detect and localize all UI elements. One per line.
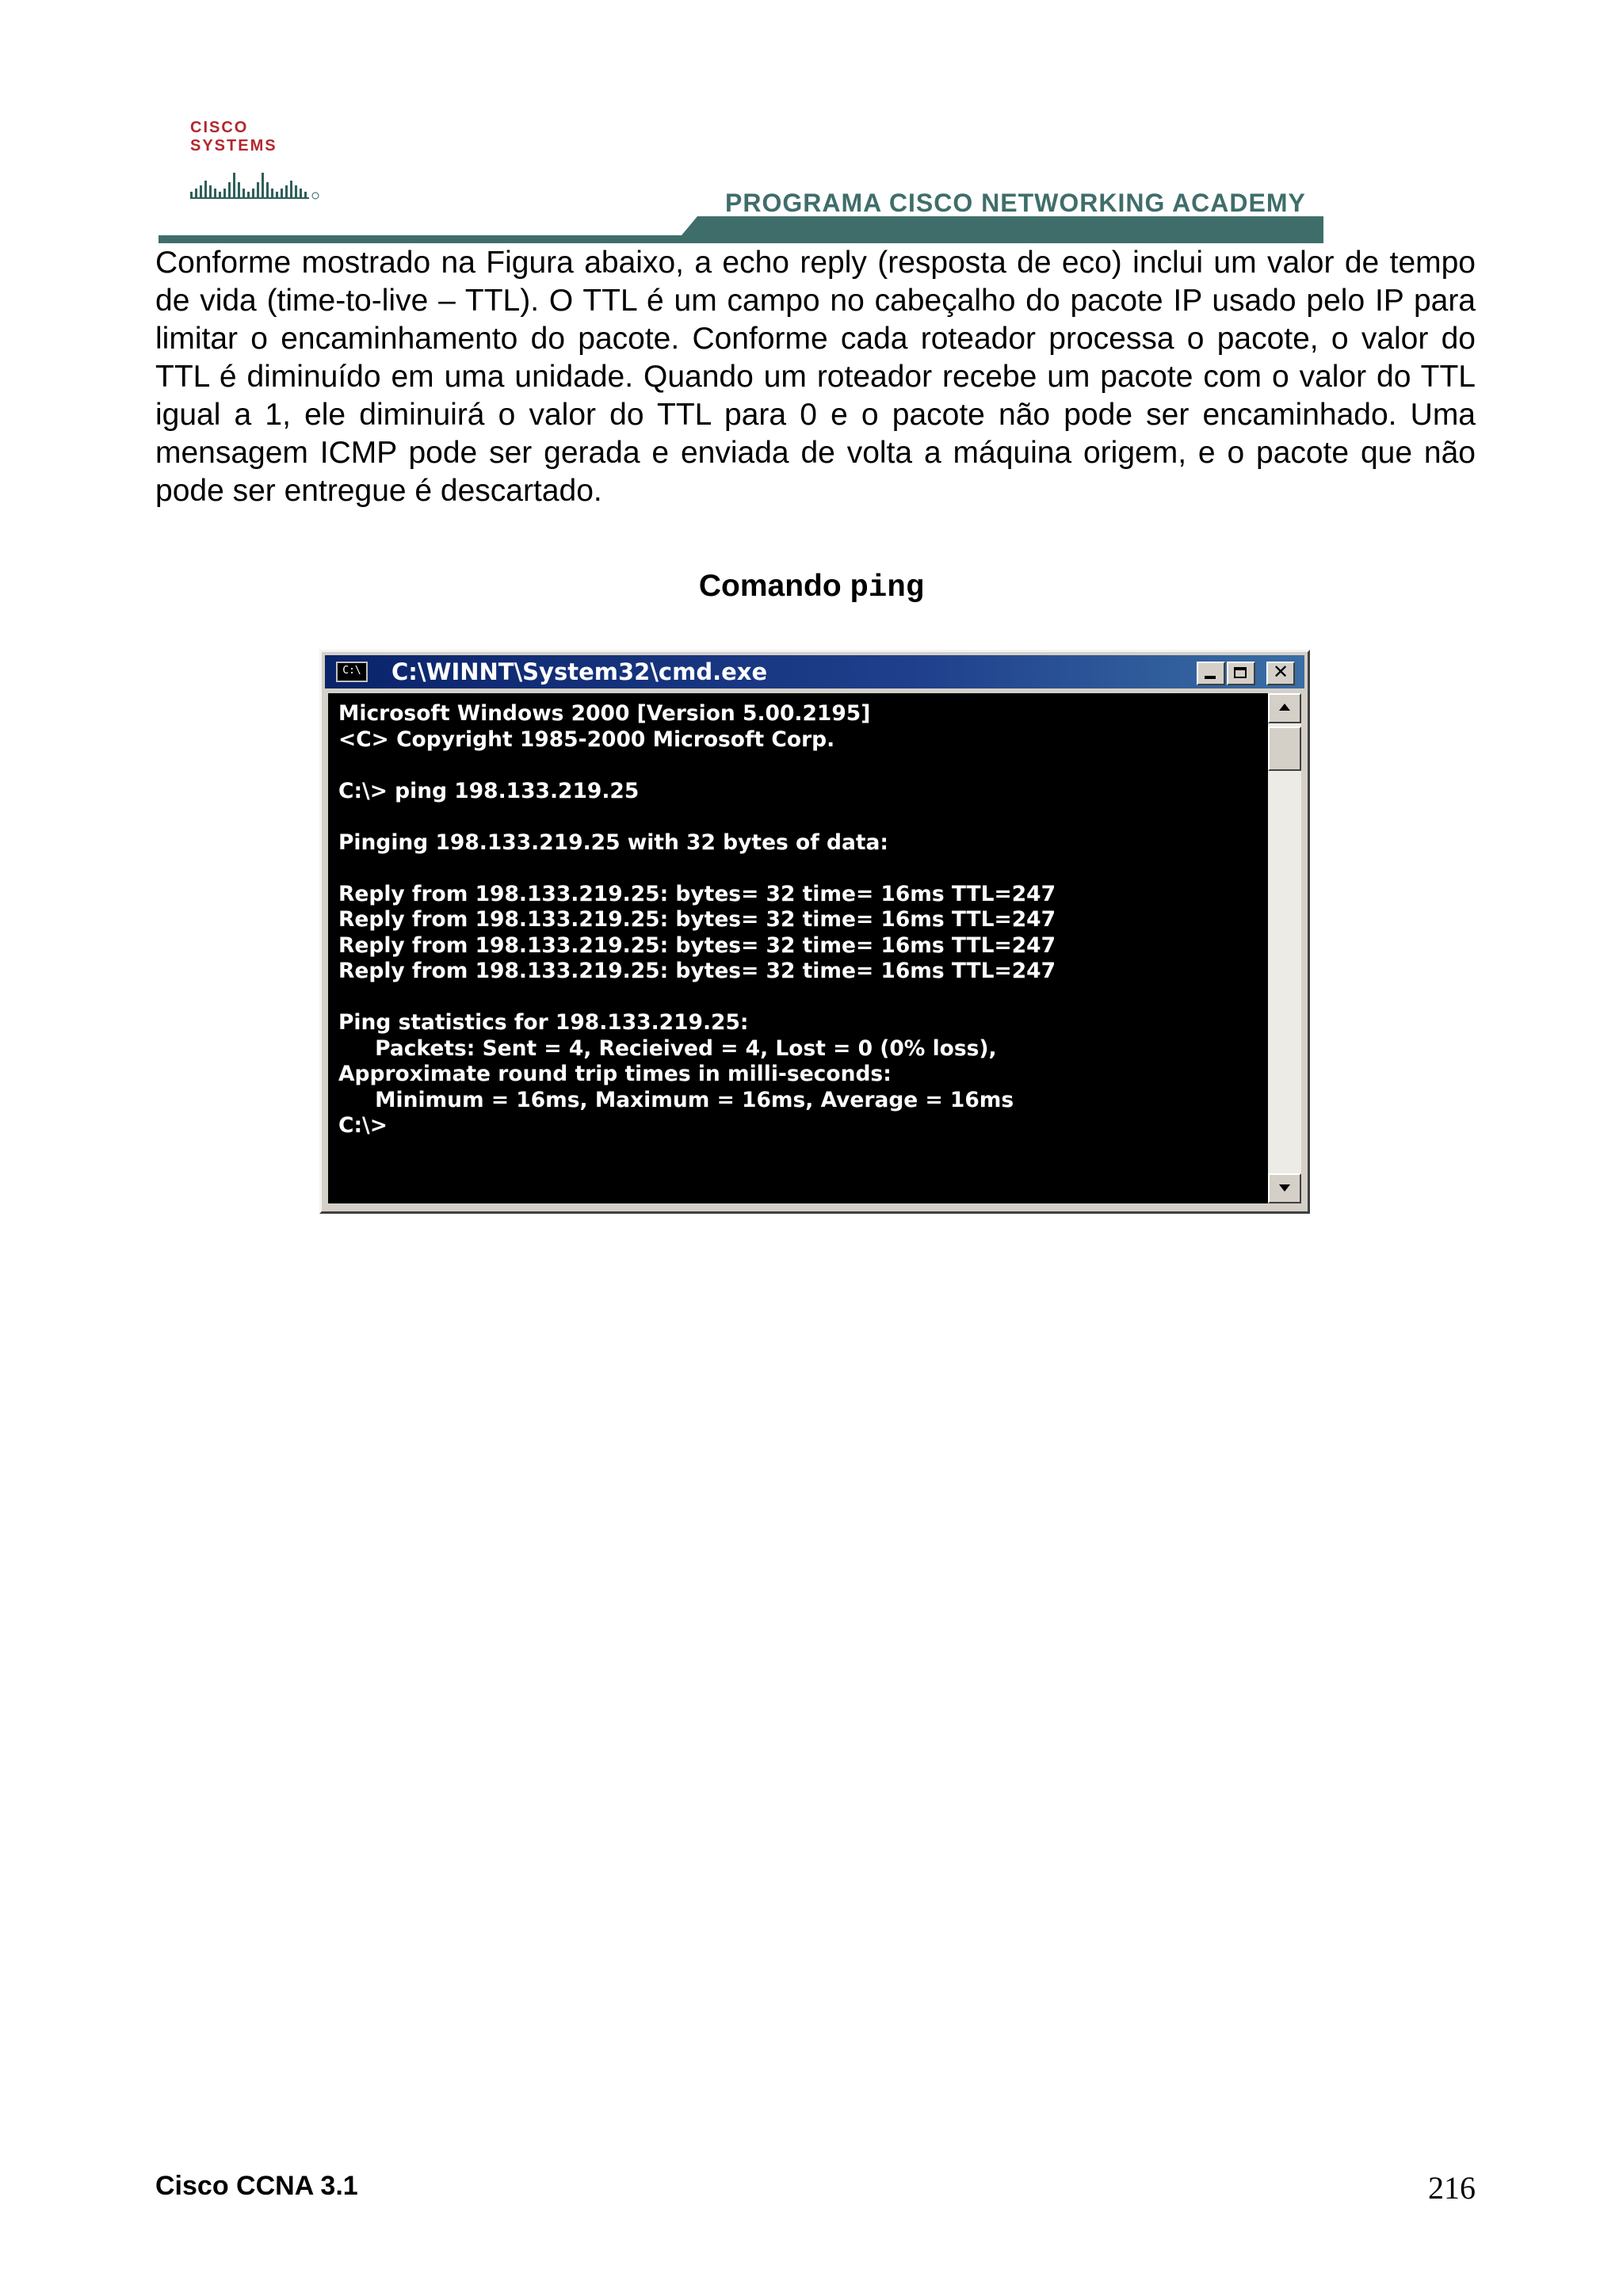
cmd-window: [319, 650, 1310, 1214]
console-line: Minimum = 16ms, Maximum = 16ms, Average = 16ms: [338, 1087, 1014, 1112]
scroll-down-button[interactable]: [1268, 1173, 1301, 1203]
vertical-scrollbar[interactable]: [1268, 693, 1301, 1203]
console-line: Reply from 198.133.219.25: bytes= 32 time= 16ms TTL=247: [338, 933, 1056, 958]
console-line: C:\> ping 198.133.219.25: [338, 778, 640, 803]
close-icon: ✕: [1272, 661, 1289, 683]
window-title: C:\WINNT\System32\cmd.exe: [391, 658, 768, 685]
academy-title: PROGRAMA CISCO NETWORKING ACADEMY: [725, 189, 1306, 217]
console-line: Ping statistics for 198.133.219.25:: [338, 1010, 749, 1035]
body-paragraph: Conforme mostrado na Figura abaixo, a echo reply (resposta de eco) inclui um valor de tempo de vida (time-to-live – TTL). O TTL é um campo no cabeçalho do pacote IP usado pelo IP para limitar o encaminhamento do pacote. Conforme cada roteador processa o pacote, o valor do TTL é diminuído em uma unidade. Quando um roteador recebe um pacote com o valor do TTL igual a 1, ele diminuirá o valor do TTL para 0 e o pacote não pode ser encaminhado. Uma mensagem ICMP pode ser gerada e enviada de volta a máquina origem, e o pacote que não pode ser entregue é descartado.: [155, 246, 1476, 508]
console-line: C:\>: [338, 1113, 388, 1138]
caption-prefix: Comando: [698, 569, 842, 603]
console-line: [338, 753, 1271, 779]
console-line: [338, 804, 1271, 830]
window-titlebar[interactable]: [325, 655, 1304, 688]
scroll-thumb[interactable]: [1268, 727, 1301, 771]
console-line: [338, 985, 1271, 1011]
console-line: Packets: Sent = 4, Recieived = 4, Lost = 0 (0% loss),: [338, 1035, 997, 1061]
footer-course: Cisco CCNA 3.1: [155, 2171, 358, 2201]
console-line: Reply from 198.133.219.25: bytes= 32 time= 16ms TTL=247: [338, 907, 1056, 932]
console-line: Pinging 198.133.219.25 with 32 bytes of data:: [338, 830, 889, 855]
console-app-icon[interactable]: C:\: [336, 662, 368, 682]
console-line: Microsoft Windows 2000 [Version 5.00.2195]: [338, 701, 871, 726]
close-button[interactable]: [1266, 662, 1295, 685]
maximize-button[interactable]: [1227, 662, 1255, 685]
console-line: Reply from 198.133.219.25: bytes= 32 time= 16ms TTL=247: [338, 959, 1056, 983]
minimize-button[interactable]: [1197, 662, 1225, 685]
console-line: Reply from 198.133.219.25: bytes= 32 time= 16ms TTL=247: [338, 881, 1056, 906]
caption-command: ping: [850, 570, 925, 605]
cisco-logo-text: CISCO SYSTEMS: [190, 119, 277, 154]
page-number: 216: [1428, 2170, 1476, 2206]
figure-caption: [0, 569, 1623, 605]
console-line: [338, 856, 1271, 882]
cisco-logo: [190, 119, 325, 194]
console-output[interactable]: [328, 693, 1271, 1203]
console-line: Approximate round trip times in milli-seconds:: [338, 1062, 892, 1086]
console-line: <C> Copyright 1985-2000 Microsoft Corp.: [338, 727, 835, 752]
scroll-up-button[interactable]: [1268, 693, 1301, 723]
